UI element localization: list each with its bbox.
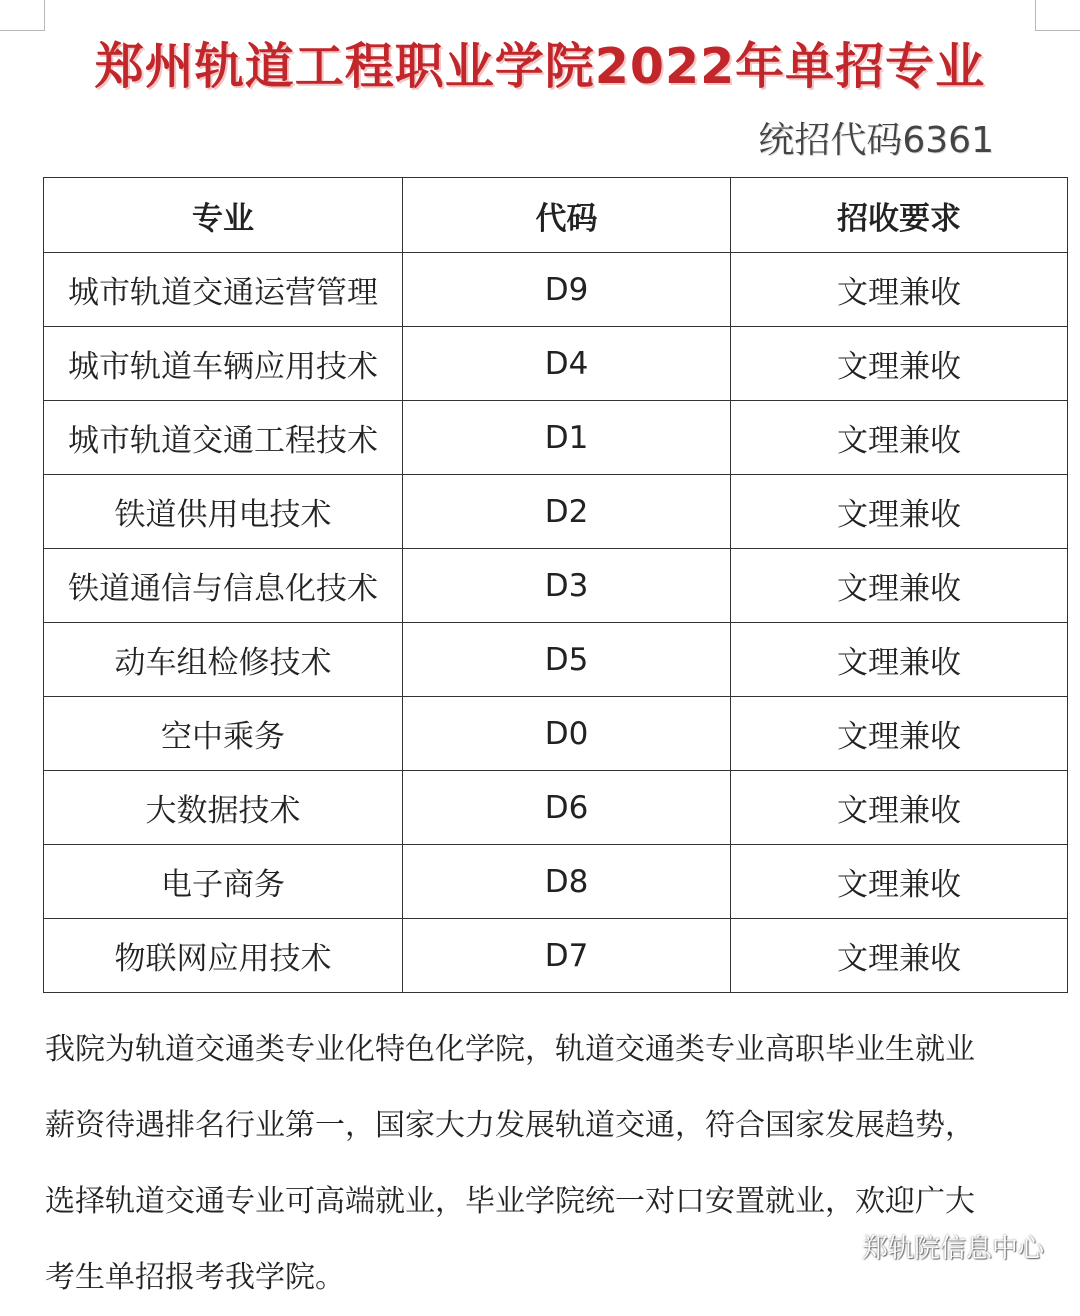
major-requirement: 文理兼收	[731, 327, 1068, 401]
major-name: 铁道通信与信息化技术	[44, 549, 403, 623]
major-name: 大数据技术	[44, 771, 403, 845]
major-code: D5	[403, 623, 731, 697]
major-requirement: 文理兼收	[731, 253, 1068, 327]
description-line: 考生单招报考我学院。	[45, 1260, 345, 1295]
watermark-text: 郑轨院信息中心	[861, 1234, 1044, 1264]
description-line: 选择轨道交通专业可高端就业，毕业学院统一对口安置就业，欢迎广大	[45, 1184, 975, 1219]
major-requirement: 文理兼收	[731, 771, 1068, 845]
major-name: 城市轨道交通运营管理	[44, 253, 403, 327]
major-requirement: 文理兼收	[731, 697, 1068, 771]
table-row	[44, 623, 1068, 697]
page-title: 郑州轨道工程职业学院2022年单招专业	[94, 38, 986, 95]
table-row	[44, 771, 1068, 845]
major-code: D6	[403, 771, 731, 845]
table-row	[44, 919, 1068, 993]
major-name: 空中乘务	[44, 697, 403, 771]
description-paragraph	[45, 1012, 1045, 1316]
crop-mark-left	[0, 0, 45, 31]
table-row	[44, 327, 1068, 401]
description-line: 薪资待遇排名行业第一，国家大力发展轨道交通，符合国家发展趋势，	[45, 1108, 975, 1143]
major-code: D9	[403, 253, 731, 327]
table-row	[44, 845, 1068, 919]
table-row	[44, 697, 1068, 771]
major-code: D7	[403, 919, 731, 993]
major-requirement: 文理兼收	[731, 623, 1068, 697]
major-name: 动车组检修技术	[44, 623, 403, 697]
major-code: D3	[403, 549, 731, 623]
header-code: 代码	[403, 178, 731, 253]
watermark	[820, 1228, 1044, 1265]
major-code: D0	[403, 697, 731, 771]
majors-table	[43, 177, 1068, 993]
table-row	[44, 401, 1068, 475]
major-code: D4	[403, 327, 731, 401]
major-code: D2	[403, 475, 731, 549]
table-row	[44, 253, 1068, 327]
major-requirement: 文理兼收	[731, 401, 1068, 475]
table-row	[44, 475, 1068, 549]
table-row	[44, 549, 1068, 623]
major-requirement: 文理兼收	[731, 845, 1068, 919]
major-name: 城市轨道车辆应用技术	[44, 327, 403, 401]
major-name: 物联网应用技术	[44, 919, 403, 993]
enrollment-code: 统招代码6361	[758, 120, 994, 161]
major-code: D1	[403, 401, 731, 475]
header-major: 专业	[44, 178, 403, 253]
major-requirement: 文理兼收	[731, 919, 1068, 993]
major-name: 电子商务	[44, 845, 403, 919]
description-line: 我院为轨道交通类专业化特色化学院，轨道交通类专业高职毕业生就业	[45, 1032, 975, 1067]
major-name: 城市轨道交通工程技术	[44, 401, 403, 475]
major-code: D8	[403, 845, 731, 919]
major-requirement: 文理兼收	[731, 549, 1068, 623]
major-requirement: 文理兼收	[731, 475, 1068, 549]
wechat-icon	[820, 1232, 854, 1262]
crop-mark-right	[1035, 0, 1080, 31]
table-header-row	[44, 178, 1068, 253]
major-name: 铁道供用电技术	[44, 475, 403, 549]
header-requirement: 招收要求	[731, 178, 1068, 253]
